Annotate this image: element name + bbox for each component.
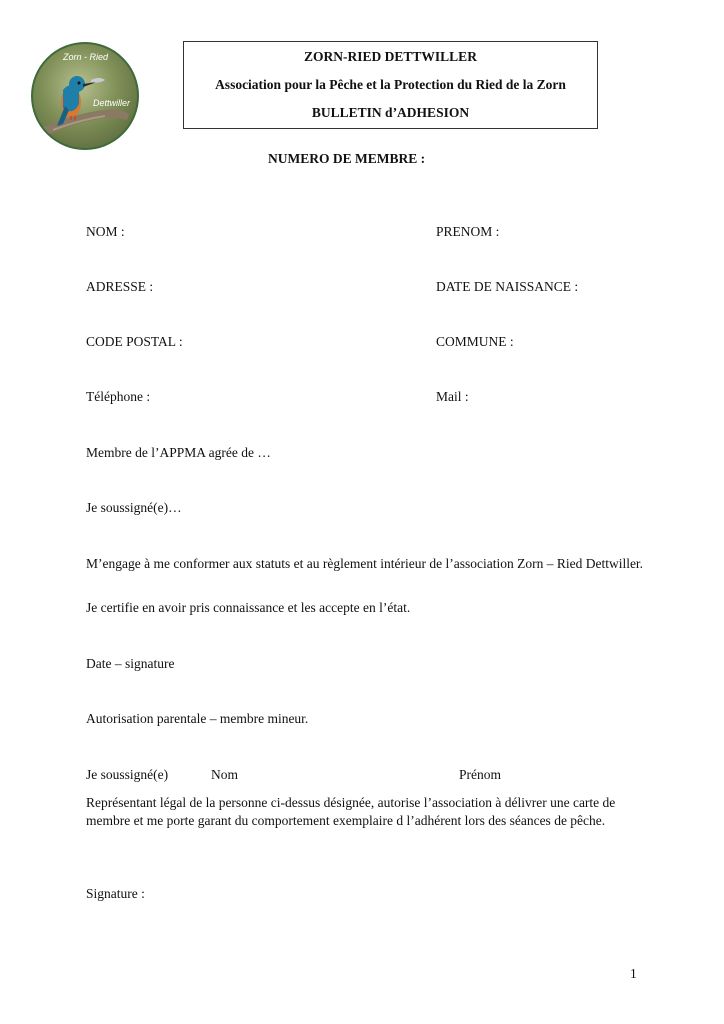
parental-authorization-heading: Autorisation parentale – membre mineur. (86, 711, 309, 726)
appma-line: Membre de l’APPMA agrée de … (86, 445, 271, 460)
field-mail: Mail : (436, 389, 469, 404)
date-signature-label: Date – signature (86, 656, 175, 671)
association-logo (31, 42, 139, 150)
parental-soussigne-label: Je soussigné(e) (86, 767, 169, 782)
certification-line: Je certifie en avoir pris connaissance et les accepte en l’état. (86, 600, 411, 615)
header-box (183, 41, 598, 129)
parental-prenom-label: Prénom (459, 767, 501, 782)
field-nom: NOM : (86, 224, 125, 239)
logo-bottom-text: Dettwiller (93, 98, 131, 108)
field-prenom: PRENOM : (436, 224, 500, 239)
field-code-postal: CODE POSTAL : (86, 334, 183, 349)
header-title: ZORN-RIED DETTWILLER (304, 49, 477, 64)
logo-top-text: Zorn - Ried (63, 52, 109, 62)
parental-nom-label: Nom (211, 767, 238, 782)
member-number-label: NUMERO DE MEMBRE : (268, 151, 426, 166)
engagement-paragraph: M’engage à me conformer aux statuts et au règlement intérieur de l’association Zorn – Ried Dettwiller. (86, 556, 644, 571)
field-commune: COMMUNE : (436, 334, 514, 349)
field-adresse: ADRESSE : (86, 279, 154, 294)
signature-label: Signature : (86, 886, 145, 901)
field-date-naissance: DATE DE NAISSANCE : (436, 279, 579, 294)
parental-paragraph: Représentant légal de la personne ci-dessus désignée, autorise l’association à délivrer une carte de membre et me porte garant du comportement exemplaire d l’adhérent lors des séances de pêche. (86, 795, 616, 828)
header-subtitle: Association pour la Pêche et la Protection du Ried de la Zorn (215, 77, 566, 92)
field-telephone: Téléphone : (86, 389, 151, 404)
header-form-title: BULLETIN d’ADHESION (311, 105, 470, 120)
soussigne-line: Je soussigné(e)… (86, 500, 182, 515)
page-number: 1 (630, 966, 637, 981)
